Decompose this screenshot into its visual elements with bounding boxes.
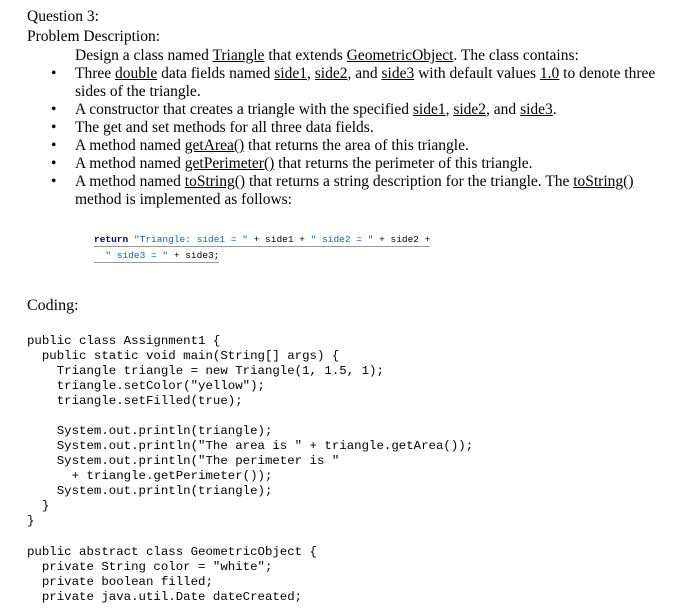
string-literal: " side3 = ": [105, 250, 169, 261]
method-tostring: toString(): [184, 173, 246, 190]
list-item: [75, 119, 665, 137]
list-item: [75, 155, 665, 173]
text: , and: [347, 65, 382, 82]
list-item: [75, 173, 665, 209]
text: method is implemented as follows:: [75, 191, 292, 208]
requirements-list: [75, 65, 665, 209]
list-item: [75, 137, 665, 155]
code-text: + side3;: [168, 250, 220, 261]
class-name-triangle: Triangle: [212, 47, 265, 64]
code-text: + side2 +: [373, 234, 431, 245]
field-side2: side2: [314, 65, 348, 82]
parent-class-name: GeometricObject: [346, 47, 454, 64]
text: with default values: [414, 65, 540, 82]
field-side1: side1: [274, 65, 307, 82]
text: .: [552, 101, 557, 118]
code-text: + side1 +: [247, 234, 311, 245]
list-item: [75, 65, 665, 101]
text: A method named: [75, 173, 185, 190]
text: A method named: [75, 155, 185, 172]
text: A method named: [75, 137, 185, 154]
method-getperimeter: getPerimeter(): [184, 155, 275, 172]
string-literal: " side2 = ": [310, 234, 374, 245]
method-tostring: toString(): [573, 173, 634, 190]
text: The get and set methods for all three data fields.: [75, 119, 374, 136]
keyword-return: return: [94, 234, 129, 245]
text: A constructor that creates a triangle with the specified: [75, 101, 413, 118]
problem-description-label: Problem Description:: [27, 28, 161, 45]
text: to denote three sides of the triangle.: [75, 65, 656, 100]
code-block-geometricobject: public abstract class GeometricObject { private String color = "white"; private boolean filled; private java.util.Date dateCreated;: [27, 545, 317, 604]
intro-prefix: Design a class named: [75, 47, 213, 64]
method-getarea: getArea(): [184, 137, 245, 154]
default-value: 1.0: [539, 65, 560, 82]
text: that returns a string description for the triangle. The: [245, 173, 574, 190]
type-name: double: [115, 65, 158, 82]
field-side2: side2: [453, 101, 487, 118]
text: Three: [75, 65, 116, 82]
coding-label: Coding:: [27, 297, 79, 314]
tostring-snippet-line-2: [94, 250, 219, 263]
text: ,: [307, 65, 315, 82]
field-side1: side1: [412, 101, 446, 118]
text: , and: [486, 101, 521, 118]
field-side3: side3: [520, 101, 553, 118]
field-side3: side3: [381, 65, 415, 82]
tostring-snippet-line-1: [94, 234, 430, 247]
intro-middle: that extends: [264, 47, 347, 64]
text: ,: [445, 101, 454, 118]
intro-line: [75, 47, 579, 65]
code-block-assignment1: public class Assignment1 { public static void main(String[] args) { Triangle triangle = new Triangle(1, 1.5, 1); triangle.setColor("yellow"); triangle.setFilled(true); System.out.println(triangle); System.out.println("The area is " + triangle.getArea()); System.out.println("The perimeter is " + triangle.getPerimeter()); System.out.println(triangle); } }: [27, 334, 474, 528]
string-literal: "Triangle: side1 = ": [133, 234, 248, 245]
question-title: Question 3:: [27, 8, 99, 25]
text: that returns the perimeter of this triangle.: [274, 155, 533, 172]
intro-suffix: . The class contains:: [453, 47, 579, 64]
text: data fields named: [157, 65, 275, 82]
list-item: [75, 101, 665, 119]
text: that returns the area of this triangle.: [244, 137, 469, 154]
